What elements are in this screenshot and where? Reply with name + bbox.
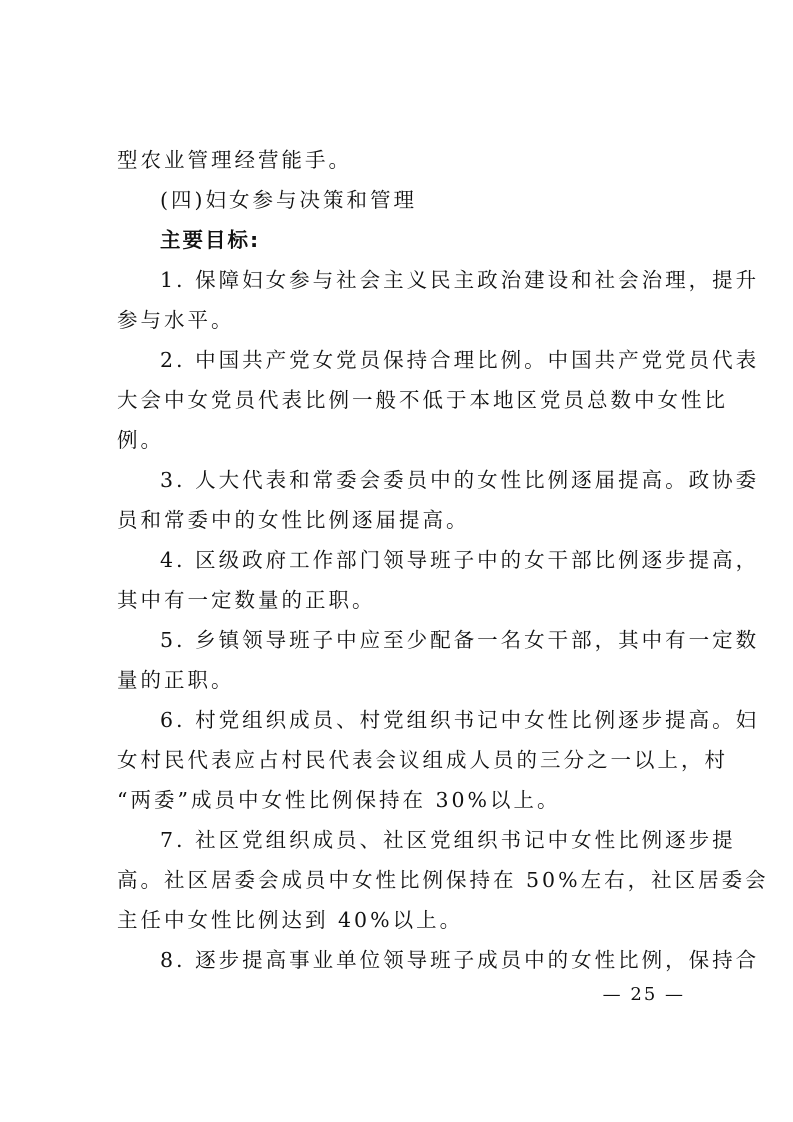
goal-6-line-1: 6. 村党组织成员、村党组织书记中女性比例逐步提高。妇 (160, 708, 760, 732)
goal-7-line-1: 7. 社区党组织成员、社区党组织书记中女性比例逐步提 (160, 828, 736, 852)
paragraph-line: 型农业管理经营能手。 (117, 148, 352, 172)
goal-2-line-1: 2. 中国共产党女党员保持合理比例。中国共产党党员代表 (160, 348, 760, 372)
goal-6-line-2: 女村民代表应占村民代表会议组成人员的三分之一以上，村 (117, 748, 728, 772)
goal-4-line-1: 4. 区级政府工作部门领导班子中的女干部比例逐步提高， (160, 548, 760, 572)
body-text (117, 140, 769, 980)
goal-5-line-2: 量的正职。 (117, 668, 235, 692)
goal-7-line-3: 主任中女性比例达到 40%以上。 (117, 908, 464, 932)
goal-8-line-1: 8. 逐步提高事业单位领导班子成员中的女性比例，保持合 (160, 948, 760, 972)
section-heading: (四)妇女参与决策和管理 (160, 188, 417, 212)
goal-1-line-2: 参与水平。 (117, 308, 235, 332)
goal-6-line-3: “两委”成员中女性比例保持在 30%以上。 (117, 788, 561, 812)
goal-4-line-2: 其中有一定数量的正职。 (117, 588, 376, 612)
goal-3-line-2: 员和常委中的女性比例逐届提高。 (117, 508, 470, 532)
goal-2-line-3: 例。 (117, 428, 164, 452)
goal-1-line-1: 1. 保障妇女参与社会主义民主政治建设和社会治理，提升 (160, 268, 760, 292)
goal-7-line-2: 高。社区居委会成员中女性比例保持在 50%左右，社区居委会 (117, 868, 769, 892)
goal-5-line-1: 5. 乡镇领导班子中应至少配备一名女干部，其中有一定数 (160, 628, 760, 652)
goal-2-line-2: 大会中女党员代表比例一般不低于本地区党员总数中女性比 (117, 388, 728, 412)
goal-3-line-1: 3. 人大代表和常委会委员中的女性比例逐届提高。政协委 (160, 468, 760, 492)
main-goals-heading: 主要目标: (160, 228, 261, 252)
page-number: — 25 — (602, 984, 685, 1005)
